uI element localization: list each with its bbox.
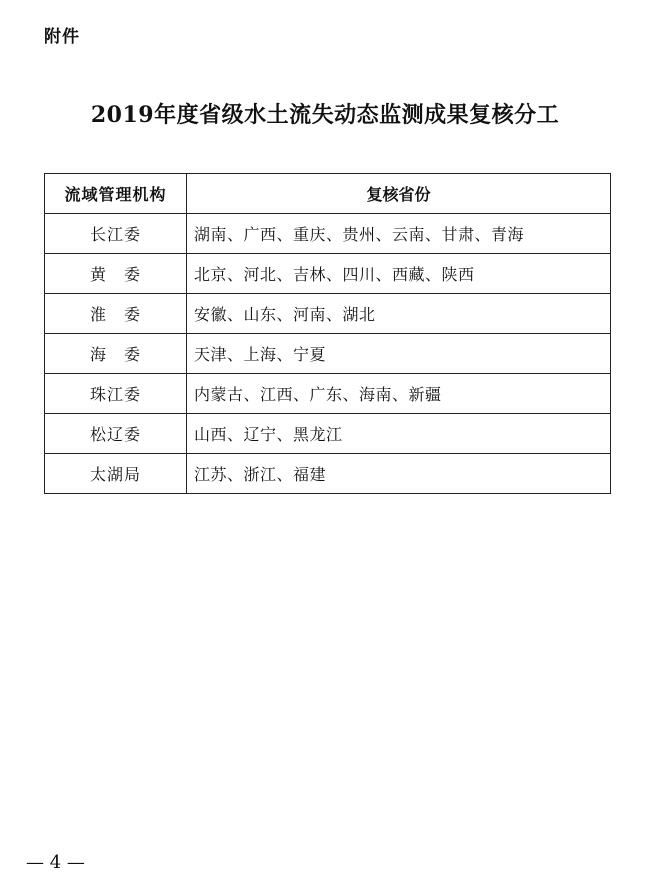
provinces-cell: 湖南、广西、重庆、贵州、云南、甘肃、青海	[187, 214, 611, 254]
agency-cell: 淮 委	[45, 294, 187, 334]
agency-cell: 珠江委	[45, 374, 187, 414]
attachment-label: 附件	[44, 27, 80, 47]
provinces-cell: 山西、辽宁、黑龙江	[187, 414, 611, 454]
document-title: 2019年度省级水土流失动态监测成果复核分工	[90, 102, 560, 128]
provinces-cell: 天津、上海、宁夏	[187, 334, 611, 374]
table-header-row	[45, 174, 611, 214]
header-agency: 流域管理机构	[45, 174, 187, 214]
table-row	[45, 214, 611, 254]
agency-cell: 海 委	[45, 334, 187, 374]
agency-cell: 太湖局	[45, 454, 187, 494]
table-row	[45, 334, 611, 374]
agency-cell: 长江委	[45, 214, 187, 254]
agency-cell: 松辽委	[45, 414, 187, 454]
page-number: — 4 —	[26, 852, 85, 873]
table-row	[45, 454, 611, 494]
provinces-cell: 江苏、浙江、福建	[187, 454, 611, 494]
table-row	[45, 374, 611, 414]
table-row	[45, 414, 611, 454]
review-assignment-table	[44, 173, 611, 494]
provinces-cell: 北京、河北、吉林、四川、西藏、陕西	[187, 254, 611, 294]
table-row	[45, 294, 611, 334]
header-provinces: 复核省份	[187, 174, 611, 214]
provinces-cell: 安徽、山东、河南、湖北	[187, 294, 611, 334]
agency-cell: 黄 委	[45, 254, 187, 294]
provinces-cell: 内蒙古、江西、广东、海南、新疆	[187, 374, 611, 414]
table-row	[45, 254, 611, 294]
